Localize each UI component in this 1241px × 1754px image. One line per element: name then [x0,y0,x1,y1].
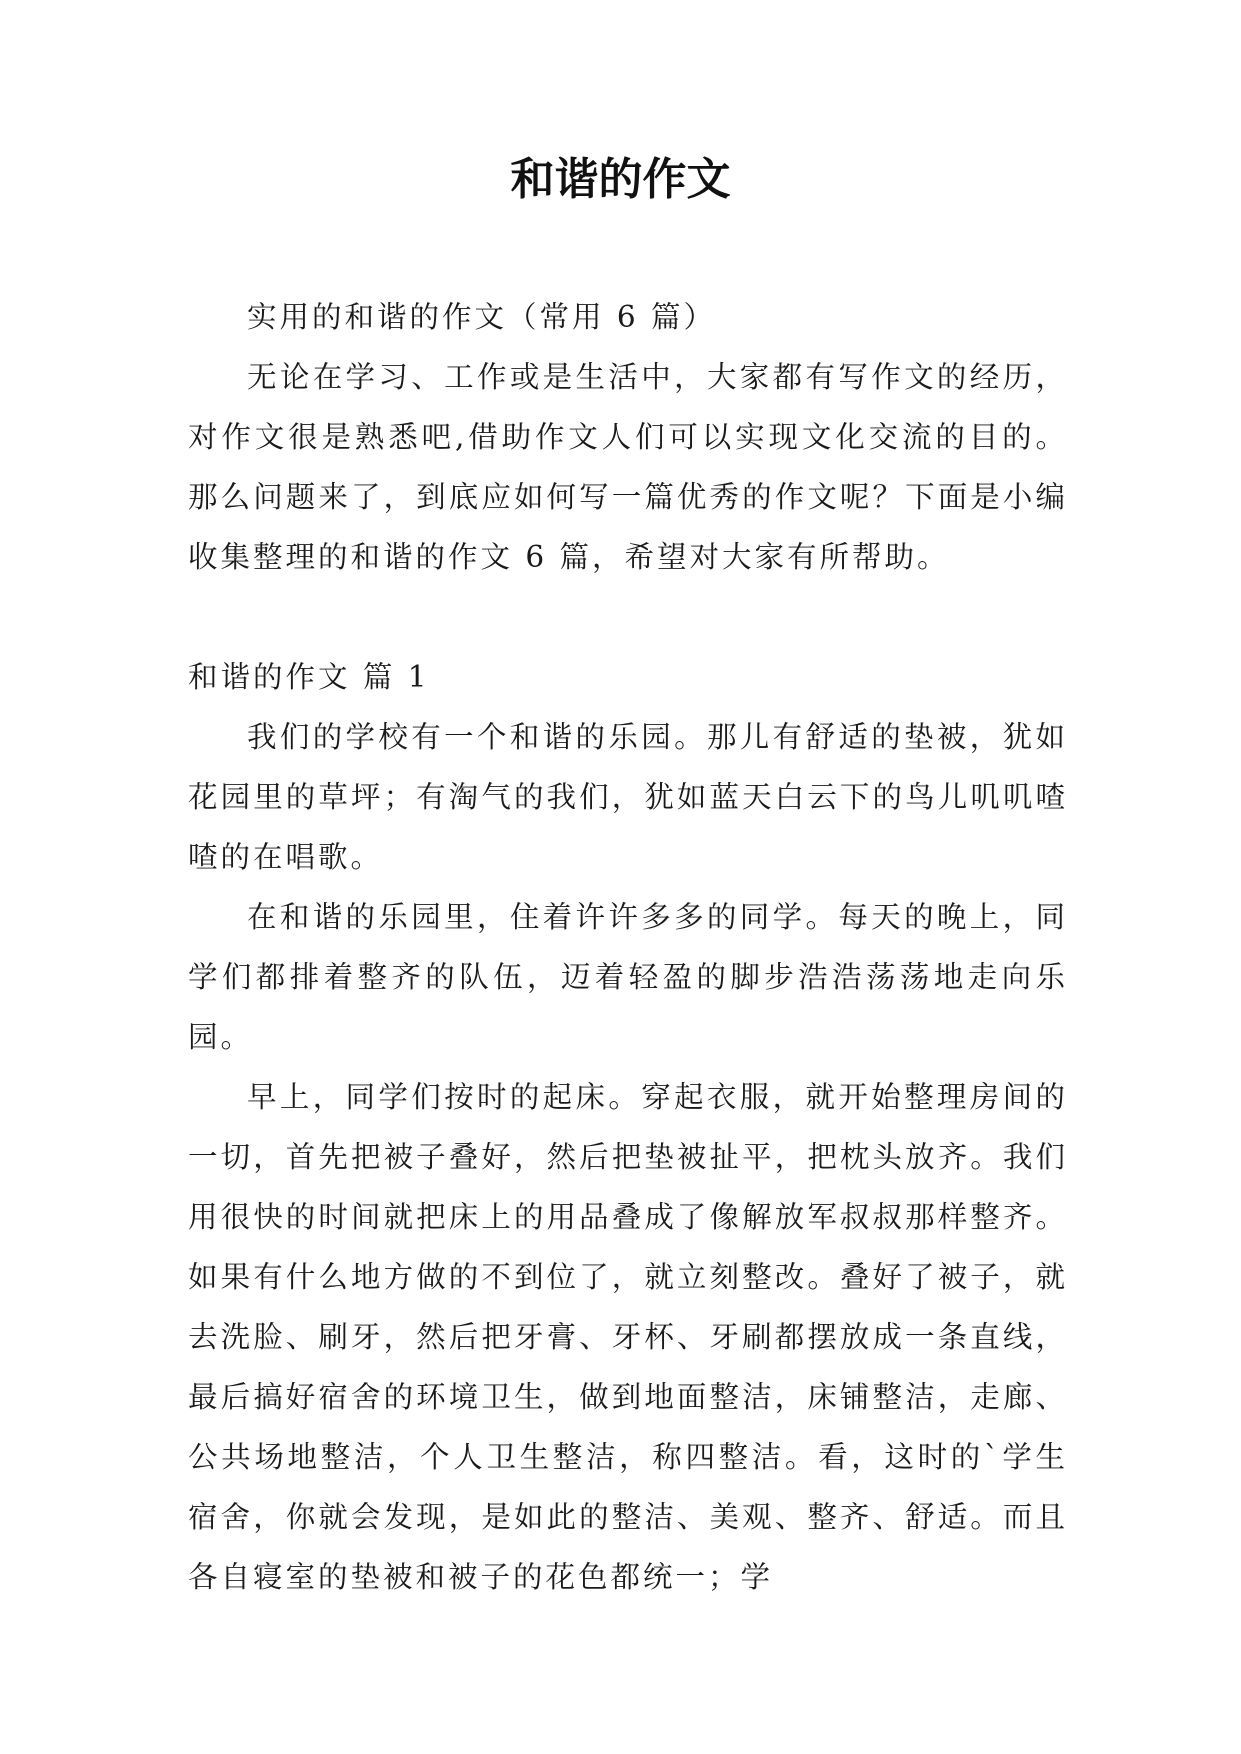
intro-paragraph: 无论在学习、工作或是生活中，大家都有写作文的经历，对作文很是熟悉吧,借助作文人们可以实现文化交流的目的。那么问题来了，到底应如何写一篇优秀的作文呢？下面是小编收集整理的和谐的作文 6 篇，希望对大家有所帮助。 [188,360,1068,574]
document-title: 和谐的作文 [510,154,731,205]
intro-subtitle: 实用的和谐的作文（常用 6 篇） [247,300,717,334]
body-paragraph-2: 在和谐的乐园里，住着许许多多的同学。每天的晚上，同学们都排着整齐的队伍，迈着轻盈的脚步浩浩荡荡地走向乐园。 [188,900,1068,1054]
section-heading: 和谐的作文 篇 1 [188,660,430,694]
body-paragraph-1: 我们的学校有一个和谐的乐园。那儿有舒适的垫被，犹如花园里的草坪；有淘气的我们，犹如蓝天白云下的鸟儿叽叽喳喳的在唱歌。 [188,720,1068,874]
document-body [188,287,1068,1607]
body-paragraph-3: 早上，同学们按时的起床。穿起衣服，就开始整理房间的一切，首先把被子叠好，然后把垫被扯平，把枕头放齐。我们用很快的时间就把床上的用品叠成了像解放军叔叔那样整齐。如果有什么地方做的不到位了，就立刻整改。叠好了被子，就去洗脸、刷牙，然后把牙膏、牙杯、牙刷都摆放成一条直线，最后搞好宿舍的环境卫生，做到地面整洁，床铺整洁，走廊、公共场地整洁，个人卫生整洁，称四整洁。看，这时的`学生宿舍，你就会发现，是如此的整洁、美观、整齐、舒适。而且各自寝室的垫被和被子的花色都统一；学 [188,1080,1068,1594]
section-spacer [188,587,1068,647]
